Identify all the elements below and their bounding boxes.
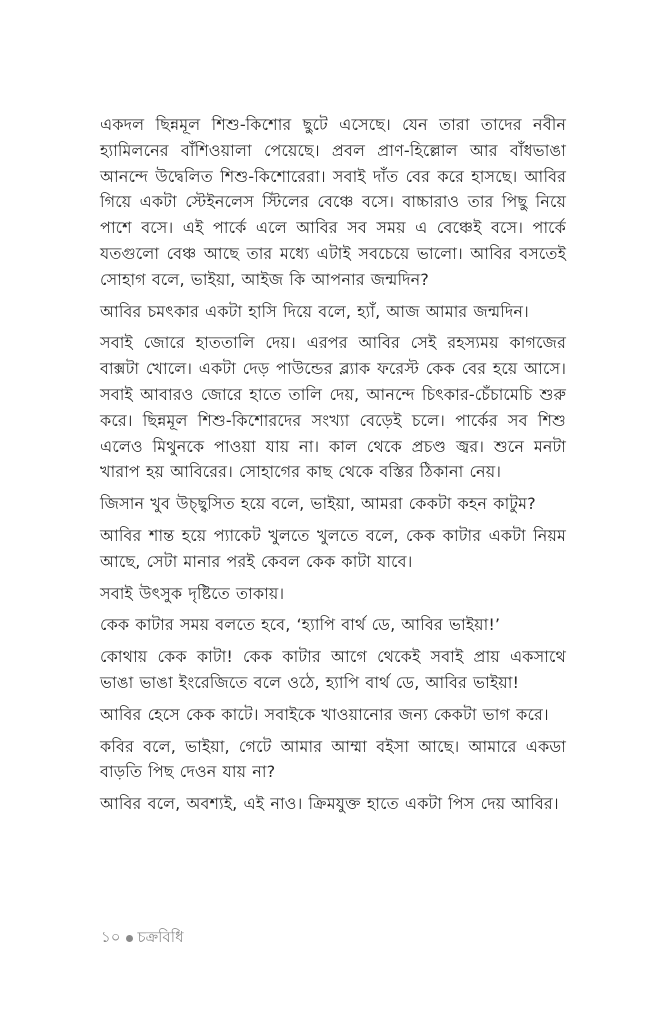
paragraph-3: সবাই জোরে হাততালি দেয়। এরপর আবির সেই রহস্যময় কাগজের বাক্সটা খোলে। একটা দেড় পাউন্ডের ব্ল্যাক ফরেস্ট কেক বের হয়ে আসে। সবাই আবারও জোরে হাতে তালি দেয়, আনন্দে চিৎকার-চেঁচামেচি শুরু করে। ছিন্নমূল শিশু-কিশোরদের সংখ্যা বেড়েই চলে। পার্কের সব শিশু এলেও মিথুনকে পাওয়া যায় না। কাল থেকে প্রচণ্ড জ্বর। শুনে মনটা খারাপ হয় আবিরের। সোহাগের কাছ থেকে বস্তির ঠিকানা নেয়।: [100, 333, 566, 482]
bullet-dot-icon: [126, 935, 133, 942]
paragraph-11: আবির বলে, অবশ্যই, এই নাও। ক্রিমযুক্ত হাতে একটা পিস দেয় আবির।: [100, 794, 559, 814]
paragraph-9: আবির হেসে কেক কাটে। সবাইকে খাওয়ানোর জন্য কেকটা ভাগ করে।: [100, 704, 549, 724]
paragraph-5: আবির শান্ত হয়ে প্যাকেট খুলতে খুলতে বলে, কেক কাটার একটা নিয়ম আছে, সেটা মানার পরই কেবল কেক কাটা যাবে।: [100, 525, 566, 571]
paragraph-1: একদল ছিন্নমূল শিশু-কিশোর ছুটে এসেছে। যেন তারা তাদের নবীন হ্যামিলনের বাঁশিওয়ালা পেয়েছে। প্রবল প্রাণ-হিল্লোল আর বাঁধভাঙা আনন্দে উদ্বেলিত শিশু-কিশোরেরা। সবাই দাঁত বের করে হাসছে। আবির গিয়ে একটা স্টেইনলেস স্টিলের বেঞ্চে বসে। বাচ্চারাও তার পিছু নিয়ে পাশে বসে। এই পার্কে এলে আবির সব সময় এ বেঞ্চেই বসে। পার্কে যতগুলো বেঞ্চ আছে তার মধ্যে এটাই সবচেয়ে ভালো। আবির বসতেই সোহাগ বলে, ভাইয়া, আইজ কি আপনার জন্মদিন?: [100, 115, 566, 289]
page-footer: [101, 926, 183, 951]
page-number: ১০: [101, 928, 121, 946]
paragraph-2: আবির চমৎকার একটা হাসি দিয়ে বলে, হ্যাঁ, আজ আমার জন্মদিন।: [100, 301, 529, 321]
paragraph-6: সবাই উৎসুক দৃষ্টিতে তাকায়।: [100, 583, 285, 603]
page-body: [100, 112, 566, 823]
paragraph-8: কোথায় কেক কাটা! কেক কাটার আগে থেকেই সবাই প্রায় একসাথে ভাঙা ভাঙা ইংরেজিতে বলে ওঠে, হ্যাপি বার্থ ডে, আবির ভাইয়া!: [100, 647, 566, 692]
book-title: চক্রবিধি: [137, 928, 184, 946]
paragraph-10: কবির বলে, ভাইয়া, গেটে আমার আম্মা বইসা আছে। আমারে একডা বাড়তি পিছ দেওন যায় না?: [100, 736, 566, 782]
paragraph-4: জিসান খুব উচ্ছ্বসিত হয়ে বলে, ভাইয়া, আমরা কেকটা কহন কাটুম?: [100, 494, 536, 514]
paragraph-7: কেক কাটার সময় বলতে হবে, ‘হ্যাপি বার্থ ডে, আবির ভাইয়া!’: [100, 615, 501, 635]
